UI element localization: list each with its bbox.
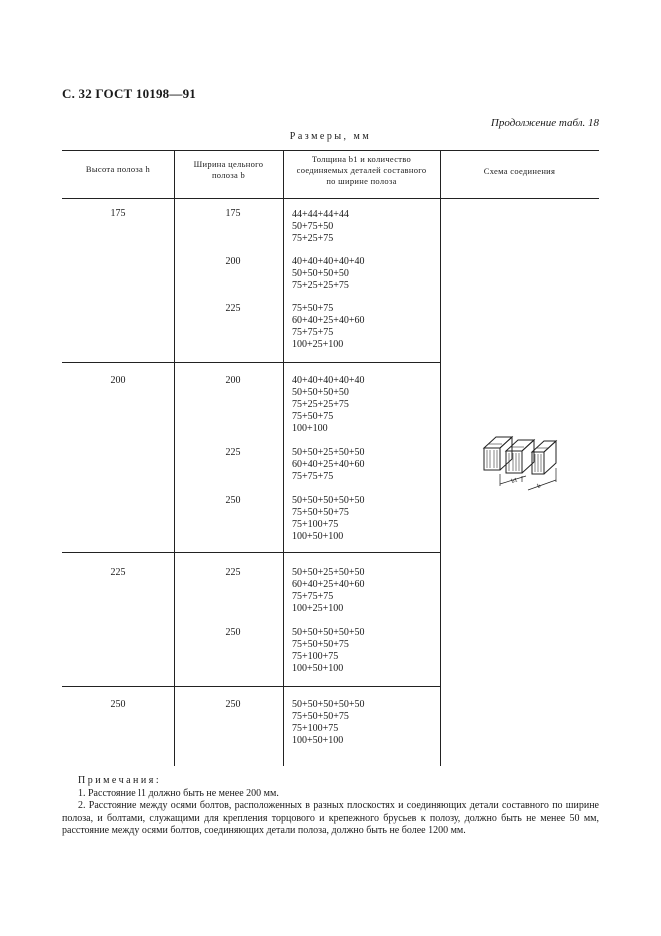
table-continuation-label: Продолжение табл. 18 <box>490 117 599 129</box>
thickness-group: 50+50+50+50+50 75+50+50+75 75+100+75 100+50+100 <box>292 495 365 542</box>
column-divider-3 <box>440 150 441 766</box>
diagram-label-b1: b1 <box>510 477 519 485</box>
column-header-height: Высота полоза h <box>85 164 151 174</box>
thickness-group: 40+40+40+40+40 50+50+50+50 75+25+25+75 75+50+75 100+100 <box>292 375 365 434</box>
note-1: 1. Расстояние l1 должно быть не менее 200 мм. <box>78 787 279 799</box>
width-value: 200 <box>225 256 241 267</box>
thickness-group: 50+50+25+50+50 60+40+25+40+60 75+75+75 <box>292 447 365 482</box>
connection-scheme-diagram <box>476 428 566 494</box>
height-value: 250 <box>110 699 126 710</box>
column-divider-2 <box>283 150 284 766</box>
table-top-border <box>62 150 599 151</box>
width-value: 250 <box>225 699 241 710</box>
column-header-width: Ширина цельного полоза b <box>193 159 264 180</box>
thickness-group: 44+44+44+44 50+75+50 75+25+75 <box>292 209 349 244</box>
height-value: 175 <box>110 208 126 219</box>
width-value: 225 <box>225 567 241 578</box>
width-value: 200 <box>225 375 241 386</box>
height-value: 225 <box>110 567 126 578</box>
width-value: 250 <box>225 495 241 506</box>
notes-title: Примечания: <box>78 775 162 786</box>
width-value: 175 <box>225 208 241 219</box>
column-header-scheme: Схема соединения <box>483 166 556 176</box>
thickness-group: 50+50+50+50+50 75+50+50+75 75+100+75 100+50+100 <box>292 627 365 674</box>
thickness-group: 75+50+75 60+40+25+40+60 75+75+75 100+25+100 <box>292 303 365 350</box>
note-2: 2. Расстояние между осями болтов, расположенных в разных плоскостях и соединяющих детали составного по ширине полоза, и болтами, служащими для крепления торцового и крепежного брусьев к полозу, должно быть не менее 50 мм, расстояние между осями болтов, соединяющих детали полоза, должно быть не более 1200 мм. <box>62 800 599 837</box>
diagram-label-b: b <box>536 483 542 490</box>
row-divider-3 <box>62 686 440 687</box>
page-header: С. 32 ГОСТ 10198—91 <box>62 86 196 101</box>
thickness-group: 50+50+50+50+50 75+50+50+75 75+100+75 100+50+100 <box>292 699 365 746</box>
width-value: 225 <box>225 303 241 314</box>
width-value: 225 <box>225 447 241 458</box>
row-divider-1 <box>62 362 440 363</box>
column-divider-1 <box>174 150 175 766</box>
height-value: 200 <box>110 375 126 386</box>
width-value: 250 <box>225 627 241 638</box>
notes-section <box>62 775 599 838</box>
thickness-group: 50+50+25+50+50 60+40+25+40+60 75+75+75 100+25+100 <box>292 567 365 614</box>
column-header-thickness: Толщина b1 и количество соединяемых деталей составного по ширине полоза <box>296 154 427 186</box>
sizes-caption: Размеры, мм <box>289 131 372 142</box>
table-header-border <box>62 198 599 199</box>
thickness-group: 40+40+40+40+40 50+50+50+50 75+25+25+75 <box>292 256 365 291</box>
row-divider-2 <box>62 552 440 553</box>
